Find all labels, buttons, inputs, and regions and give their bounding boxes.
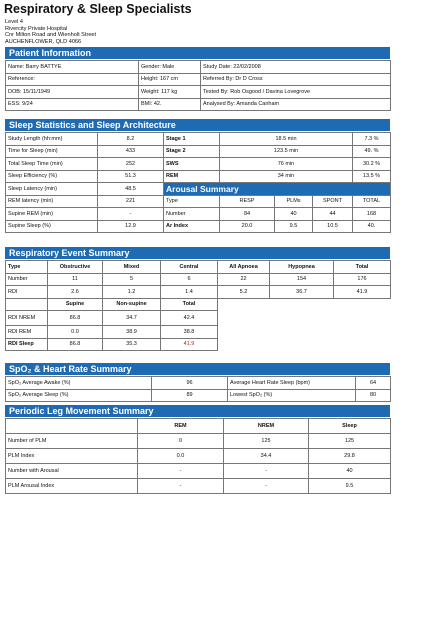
column-header: RESP — [220, 195, 275, 208]
table-cell: 41.9 — [334, 286, 391, 299]
table-cell: 12.9 — [98, 220, 164, 233]
column-header: REM — [138, 419, 224, 434]
respiratory-table — [5, 260, 391, 351]
sleep-table — [5, 132, 391, 233]
section-patient-information: Patient Information — [5, 47, 390, 59]
address-line: Cnr Milton Road and Wienholt Street — [5, 32, 97, 38]
table-cell: 36.7 — [270, 286, 334, 299]
column-header: Central — [161, 261, 218, 274]
table-cell: Name: Barry BATTYE — [6, 61, 139, 74]
table-cell: 18.5 min — [220, 133, 353, 146]
table-cell: ESS: 9/24 — [6, 98, 139, 111]
table-cell: 1.4 — [161, 286, 218, 299]
table-row — [6, 449, 391, 464]
table-row — [6, 195, 391, 208]
column-header: Total — [334, 261, 391, 274]
table-cell: 38.9 — [103, 326, 161, 339]
section-spo2-heart-rate: SpO₂ & Heart Rate Summary — [5, 363, 390, 375]
table-cell: 86.8 — [48, 338, 103, 351]
column-header: Obstructive — [48, 261, 103, 274]
table-cell: - — [224, 479, 309, 494]
table-cell: 40 — [309, 464, 391, 479]
table-cell: 42.4 — [161, 311, 218, 326]
table-cell: 38.8 — [161, 326, 218, 339]
table-row — [6, 377, 391, 390]
table-cell: 48.5 — [98, 183, 164, 196]
table-cell: 34.7 — [103, 311, 161, 326]
column-header: Type — [6, 261, 48, 274]
table-cell: RDI Sleep — [6, 338, 48, 351]
address-line: Level 4 — [5, 19, 24, 25]
table-cell: Analysed By: Amanda Canham — [201, 98, 391, 111]
table-cell: - — [224, 464, 309, 479]
table-cell: 89 — [152, 389, 228, 402]
address-line: Rivercity Private Hospital — [5, 25, 68, 32]
table-cell: 154 — [270, 273, 334, 286]
table-cell: Sleep Latency (min) — [6, 183, 98, 196]
table-cell: 6 — [161, 273, 218, 286]
column-header: Non-supine — [103, 298, 161, 311]
table-cell: DOB: 15/11/1949 — [6, 86, 139, 99]
stage-label: REM — [164, 170, 220, 183]
table-cell: 29.8 — [309, 449, 391, 464]
table-row — [6, 273, 391, 286]
table-cell: 35.3 — [103, 338, 161, 351]
table-cell: 0.0 — [48, 326, 103, 339]
table-cell: Number — [164, 208, 220, 221]
table-cell: 168 — [353, 208, 391, 221]
plm-table — [5, 418, 391, 494]
table-cell: Height: 167 cm — [139, 73, 201, 86]
table-cell: 34 min — [220, 170, 353, 183]
table-row — [6, 73, 391, 86]
table-cell: RDI — [6, 286, 48, 299]
table-cell: Lowest SpO₂ (%) — [228, 389, 356, 402]
table-cell: 0 — [138, 434, 224, 449]
table-cell: 49. % — [353, 145, 391, 158]
column-header: Sleep — [309, 419, 391, 434]
table-row — [6, 298, 391, 311]
table-cell: Sleep Efficiency (%) — [6, 170, 98, 183]
table-cell: RDI NREM — [6, 311, 48, 326]
table-row — [6, 98, 391, 111]
table-cell: SpO₂ Average Sleep (%) — [6, 389, 152, 402]
table-cell: Number of PLM — [6, 434, 138, 449]
table-row — [6, 286, 391, 299]
table-cell: PLM Index — [6, 449, 138, 464]
table-row — [6, 158, 391, 171]
table-cell: 123.5 min — [220, 145, 353, 158]
table-cell: Gender: Male — [139, 61, 201, 74]
table-cell: Supine Sleep (%) — [6, 220, 98, 233]
column-header: Supine — [48, 298, 103, 311]
table-cell: 125 — [224, 434, 309, 449]
section-periodic-leg-movement: Periodic Leg Movement Summary — [5, 405, 390, 417]
table-cell: Supine REM (min) — [6, 208, 98, 221]
table-row — [6, 145, 391, 158]
arousal-summary-heading: Arousal Summary — [164, 183, 391, 196]
section-sleep-statistics: Sleep Statistics and Sleep Architecture — [5, 119, 390, 131]
table-cell: RDI REM — [6, 326, 48, 339]
column-header: Mixed — [103, 261, 161, 274]
table-cell: 13.5 % — [353, 170, 391, 183]
table-cell: 5.2 — [218, 286, 270, 299]
table-cell: 221 — [98, 195, 164, 208]
table-cell: 0.0 — [138, 449, 224, 464]
table-cell: 252 — [98, 158, 164, 171]
table-cell: 176 — [334, 273, 391, 286]
table-cell: Reference: — [6, 73, 139, 86]
table-cell: REM latency (min) — [6, 195, 98, 208]
section-respiratory-events: Respiratory Event Summary — [5, 247, 390, 259]
stage-label: Stage 1 — [164, 133, 220, 146]
table-cell: Number — [6, 273, 48, 286]
patient-table — [5, 60, 391, 111]
column-header: Hypopnea — [270, 261, 334, 274]
spo2-table — [5, 376, 391, 402]
table-cell — [6, 298, 48, 311]
table-cell: Time for Sleep (min) — [6, 145, 98, 158]
table-cell: Weight: 117 kg — [139, 86, 201, 99]
table-cell: Referred By: Dr D Cross — [201, 73, 391, 86]
column-header — [6, 419, 138, 434]
table-cell: 1.2 — [103, 286, 161, 299]
table-cell: 10.5 — [313, 220, 353, 233]
table-cell: 80 — [356, 389, 391, 402]
table-cell: 40. — [353, 220, 391, 233]
table-cell: 51.3 — [98, 170, 164, 183]
table-cell: Study Date: 22/02/2008 — [201, 61, 391, 74]
column-header: TOTAL — [353, 195, 391, 208]
table-cell: 64 — [356, 377, 391, 390]
table-cell: Tested By: Rob Osgood / Davina Lovegrove — [201, 86, 391, 99]
table-cell: 9.5 — [309, 479, 391, 494]
table-cell: BMI: 42. — [139, 98, 201, 111]
table-row — [6, 389, 391, 402]
table-cell: 40 — [275, 208, 313, 221]
table-row — [6, 183, 391, 196]
table-cell: 96 — [152, 377, 228, 390]
column-header: Type — [164, 195, 220, 208]
table-cell: 30.2 % — [353, 158, 391, 171]
table-cell: 5 — [103, 273, 161, 286]
column-header: All Apnoea — [218, 261, 270, 274]
table-cell: 41.9 — [161, 338, 218, 351]
table-cell: - — [138, 464, 224, 479]
table-row — [6, 419, 391, 434]
table-row — [6, 464, 391, 479]
table-cell: 2.6 — [48, 286, 103, 299]
column-header: Total — [161, 298, 218, 311]
table-cell: 44 — [313, 208, 353, 221]
stage-label: Stage 2 — [164, 145, 220, 158]
table-cell: Average Heart Rate Sleep (bpm) — [228, 377, 356, 390]
table-cell: 34.4 — [224, 449, 309, 464]
table-cell: 9.5 — [275, 220, 313, 233]
table-cell: SpO₂ Average Awake (%) — [6, 377, 152, 390]
table-cell: 8.2 — [98, 133, 164, 146]
stage-label: SWS — [164, 158, 220, 171]
report-title: Respiratory & Sleep Specialists — [4, 2, 192, 16]
table-cell: - — [98, 208, 164, 221]
column-header: SPONT — [313, 195, 353, 208]
table-cell: Study Length (hh:mm) — [6, 133, 98, 146]
table-cell: Number with Arousal — [6, 464, 138, 479]
table-cell: 125 — [309, 434, 391, 449]
blank-area — [218, 298, 391, 351]
table-cell: 7.3 % — [353, 133, 391, 146]
table-cell: PLM Arousal Index — [6, 479, 138, 494]
table-cell: 433 — [98, 145, 164, 158]
table-row — [6, 220, 391, 233]
table-cell: - — [138, 479, 224, 494]
table-cell: 84 — [220, 208, 275, 221]
table-row — [6, 261, 391, 274]
table-row — [6, 133, 391, 146]
table-cell: 11 — [48, 273, 103, 286]
table-row — [6, 170, 391, 183]
table-row — [6, 434, 391, 449]
table-row — [6, 479, 391, 494]
table-cell: 22 — [218, 273, 270, 286]
table-row — [6, 61, 391, 74]
table-cell: 20.0 — [220, 220, 275, 233]
table-cell: Total Sleep Time (min) — [6, 158, 98, 171]
column-header: NREM — [224, 419, 309, 434]
table-row — [6, 86, 391, 99]
table-cell: 76 min — [220, 158, 353, 171]
column-header: PLMs — [275, 195, 313, 208]
address-line: AUCHENFLOWER, QLD 4066 — [5, 38, 82, 45]
table-cell: Ar Index — [164, 220, 220, 233]
table-row — [6, 208, 391, 221]
table-cell: 86.8 — [48, 311, 103, 326]
